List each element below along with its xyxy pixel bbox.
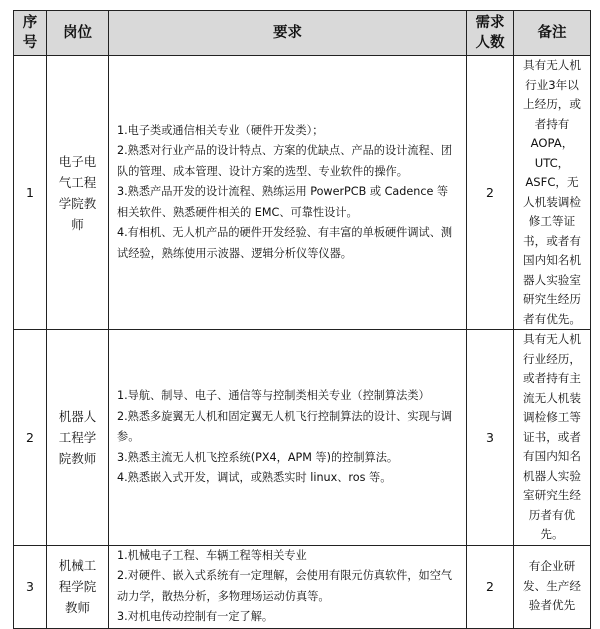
row-no: 3 [14, 545, 47, 628]
row-count: 2 [467, 56, 514, 330]
requirement-item: 3.对机电传动控制有一定了解。 [117, 610, 274, 623]
table-row [14, 56, 591, 330]
row-notes: 具有无人机行业经历，或者持有主流无人机装调检修工等证书，或者有国内知名机器人实验室研究生经历者有优先。 [514, 330, 591, 546]
row-count: 3 [467, 330, 514, 546]
requirement-item: 1.导航、制导、电子、通信等与控制类相关专业（控制算法类） [117, 389, 430, 402]
row-position: 电子电气工程学院教师 [47, 56, 109, 330]
requirement-item: 2.熟悉多旋翼无人机和固定翼无人机飞行控制算法的设计、实现与调参。 [117, 409, 453, 443]
requirement-item: 1.电子类或通信相关专业（硬件开发类）； [117, 123, 324, 137]
recruitment-table [13, 10, 591, 629]
header-count: 需求人数 [467, 11, 514, 56]
requirement-item: 4.有相机、无人机产品的硬件开发经验、有丰富的单板硬件调试、测试经验，熟练使用示波器、逻辑分析仪等仪器。 [117, 226, 453, 260]
header-requirements: 要求 [109, 11, 467, 56]
header-position: 岗位 [47, 11, 109, 56]
requirement-item: 4.熟悉嵌入式开发，调试，或熟悉实时 linux、ros 等。 [117, 471, 392, 484]
row-requirements [109, 545, 467, 628]
row-no: 1 [14, 56, 47, 330]
table-row [14, 330, 591, 546]
header-notes: 备注 [514, 11, 591, 56]
row-notes: 具有无人机行业3年以上经历，或者持有AOPA，UTC，ASFC，无人机装调检修工等证书，或者有国内知名机器人实验室研究生经历者有优先。 [514, 56, 591, 330]
requirement-item: 3.熟悉产品开发的设计流程、熟练运用 PowerPCB 或 Cadence 等相关软件、熟悉硬件相关的 EMC、可靠性设计。 [117, 185, 449, 219]
requirement-item: 2.对硬件、嵌入式系统有一定理解，会使用有限元仿真软件，如空气动力学，散热分析，多物理场运动仿真等。 [117, 569, 453, 603]
row-no: 2 [14, 330, 47, 546]
row-position: 机器人工程学院教师 [47, 330, 109, 546]
row-notes: 有企业研发、生产经验者优先 [514, 545, 591, 628]
row-count: 2 [467, 545, 514, 628]
requirement-item: 1.机械电子工程、车辆工程等相关专业 [117, 548, 307, 562]
table-header-row [14, 11, 591, 56]
row-position: 机械工程学院教师 [47, 545, 109, 628]
table-row [14, 545, 591, 628]
header-no: 序号 [14, 11, 47, 56]
row-requirements [109, 56, 467, 330]
row-requirements [109, 330, 467, 546]
requirement-item: 3.熟悉主流无人机飞控系统(PX4，APM 等)的控制算法。 [117, 450, 399, 464]
requirement-item: 2.熟悉对行业产品的设计特点、方案的优缺点、产品的设计流程、团队的管理、成本管理、设计方案的选型、专业软件的操作。 [117, 144, 453, 178]
